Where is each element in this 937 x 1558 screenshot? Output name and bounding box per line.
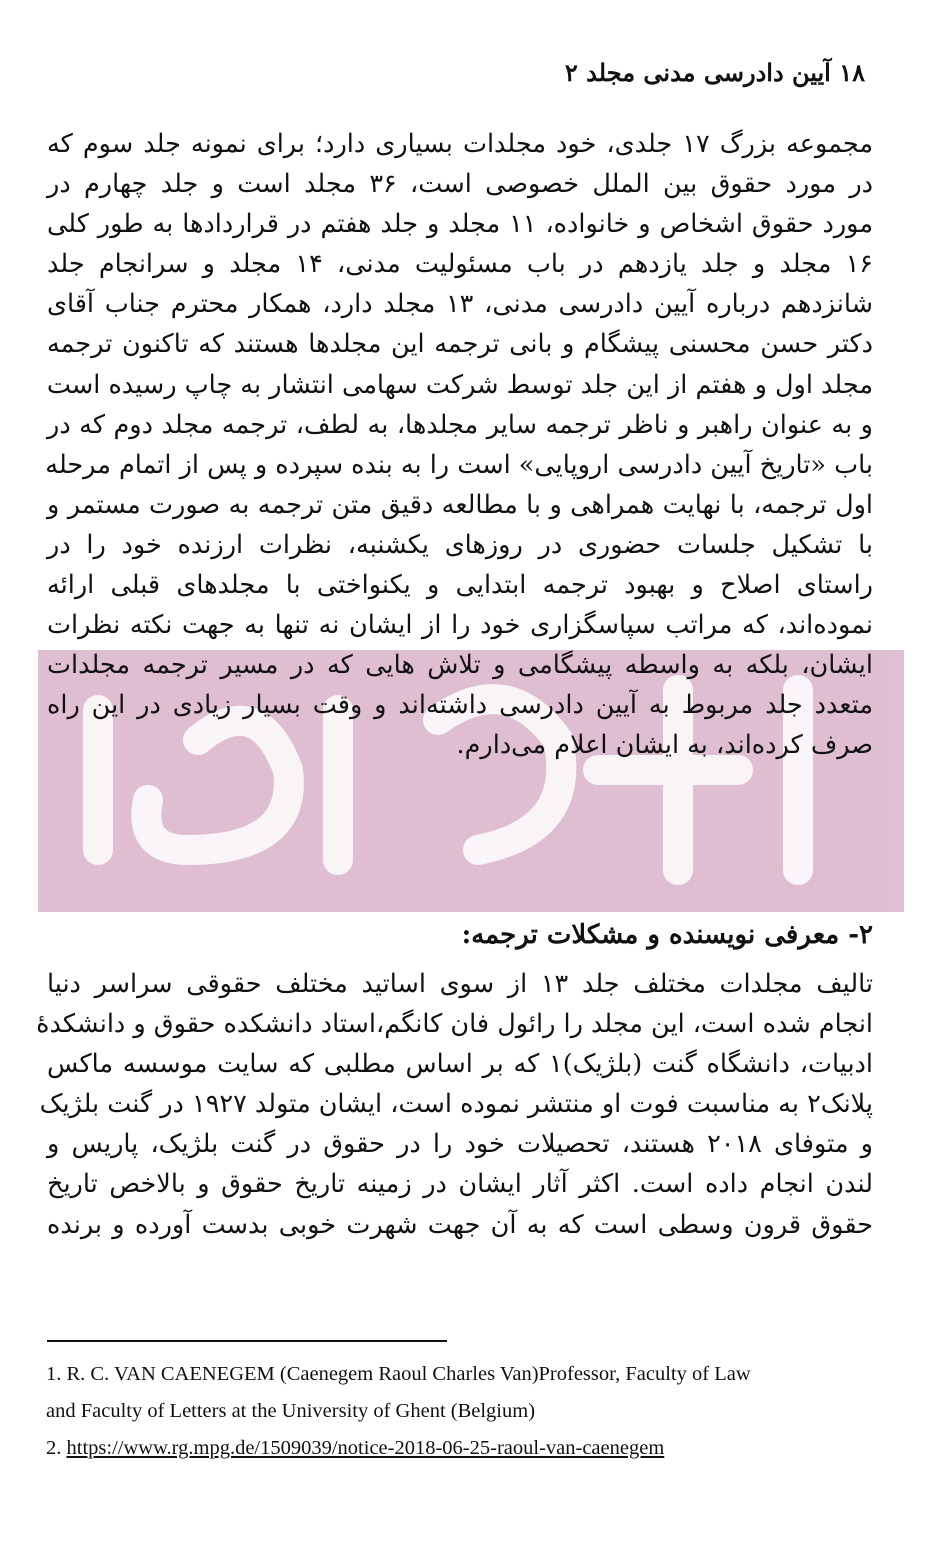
book-title: آیین دادرسی مدنی مجلد ۲: [564, 58, 831, 87]
text-line: در مورد حقوق بین الملل خصوصی است، ۳۶ مجلد است و جلد چهارم در: [47, 169, 873, 200]
text-line: ۱۶ مجلد و جلد یازدهم در باب مسئولیت مدنی، ۱۴ مجلد و سرانجام جلد: [47, 249, 873, 280]
page-header: [60, 58, 865, 87]
text-line: ایشان، بلکه به واسطه پیشگامی و تلاش هایی که در مسیر ترجمه مجلدات: [47, 650, 873, 681]
footnote-1-line-1: 1. R. C. VAN CAENEGEM (Caenegem Raoul Charles Van)Professor, Faculty of Law: [46, 1363, 751, 1385]
text-line: تالیف مجلدات مختلف جلد ۱۳ از سوی اساتید مختلف حقوقی سراسر دنیا: [47, 969, 873, 999]
footnote-2-link[interactable]: https://www.rg.mpg.de/1509039/notice-2018-06-25-raoul-van-caenegem: [66, 1437, 665, 1459]
text-line: باب «تاریخ آیین دادرسی اروپایی» است را به بنده سپرده و پس از اتمام مرحله: [45, 449, 873, 480]
text-line: پلانک۲ به مناسبت فوت او منتشر نموده است، ایشان متولد ۱۹۲۷ در گنت بلژیک: [39, 1089, 873, 1120]
text-line: مجموعه بزرگ ۱۷ جلدی، خود مجلدات بسیاری دارد؛ برای نمونه جلد سوم که: [47, 129, 874, 159]
footnotes: [46, 1356, 894, 1467]
text-line: با تشکیل جلسات حضوری در روزهای یکشنبه، نظرات ارزنده خود را در: [47, 529, 873, 560]
text-line: لندن انجام داده است. اکثر آثار ایشان در زمینه تاریخ حقوق و بالاخص تاریخ: [47, 1169, 873, 1200]
text-line: اول ترجمه، با نهایت همراهی و با مطالعه دقیق متن ترجمه به صورت مستمر و: [47, 489, 873, 520]
text-line: مجلد اول و هفتم از این جلد توسط شرکت سهامی انتشار به چاپ رسیده است: [46, 369, 873, 400]
text-line: و متوفای ۲۰۱۸ هستند، تحصیلات خود را در حقوق در گنت بلژیک، پاریس و: [47, 1129, 873, 1160]
text-line: راستای اصلاح و بهبود ترجمه ابتدایی و یکنواختی با مجلدهای قبلی ارائه: [47, 570, 873, 601]
text-line-last: صرف کرده‌اند، به ایشان اعلام می‌دارم.: [456, 730, 873, 761]
text-line: حقوق قرون وسطی است که به آن جهت شهرت خوبی بدست آورده و برنده: [47, 1209, 873, 1240]
text-line: و به عنوان راهبر و ناظر ترجمه سایر مجلدها، به لطف، ترجمه مجلد دوم که در: [47, 409, 873, 440]
text-line: متعدد جلد مربوط به آیین دادرسی داشته‌اند و وقت بسیار زیادی در این راه: [47, 690, 873, 721]
footnote-divider: [47, 1340, 447, 1342]
text-line: مورد حقوق اشخاص و خانواده، ۱۱ مجلد و جلد هفتم در قراردادها به طور کلی: [47, 209, 874, 240]
section-heading: ۲- معرفی نویسنده و مشکلات ترجمه:: [461, 920, 873, 950]
page-number: ۱۸: [839, 58, 865, 87]
paragraph-1: [47, 124, 873, 766]
text-line: ادبیات، دانشگاه گنت (بلژیک)۱ که بر اساس مطلبی که سایت موسسه ماکس: [47, 1049, 874, 1080]
text-line: انجام شده است، این مجلد را رائول فان کانگم،استاد دانشکده حقوق و دانشکدهٔ: [36, 1009, 873, 1040]
text-line: دکتر حسن محسنی پیشگام و بانی ترجمه این مجلدها هستند که تاکنون ترجمه: [47, 329, 873, 360]
footnote-2: [46, 1430, 894, 1467]
text-line: نموده‌اند، که مراتب سپاسگزاری خود را از ایشان نه تنها به جهت نکته نظرات: [47, 610, 873, 641]
text-line: شانزدهم درباره آیین دادرسی مدنی، ۱۳ مجلد دارد، همکار محترم جناب آقای: [47, 289, 874, 320]
paragraph-2: [36, 964, 874, 1245]
footnote-2-label: 2.: [46, 1437, 67, 1459]
footnote-1-line-2: and Faculty of Letters at the University of Ghent (Belgium): [46, 1400, 536, 1422]
